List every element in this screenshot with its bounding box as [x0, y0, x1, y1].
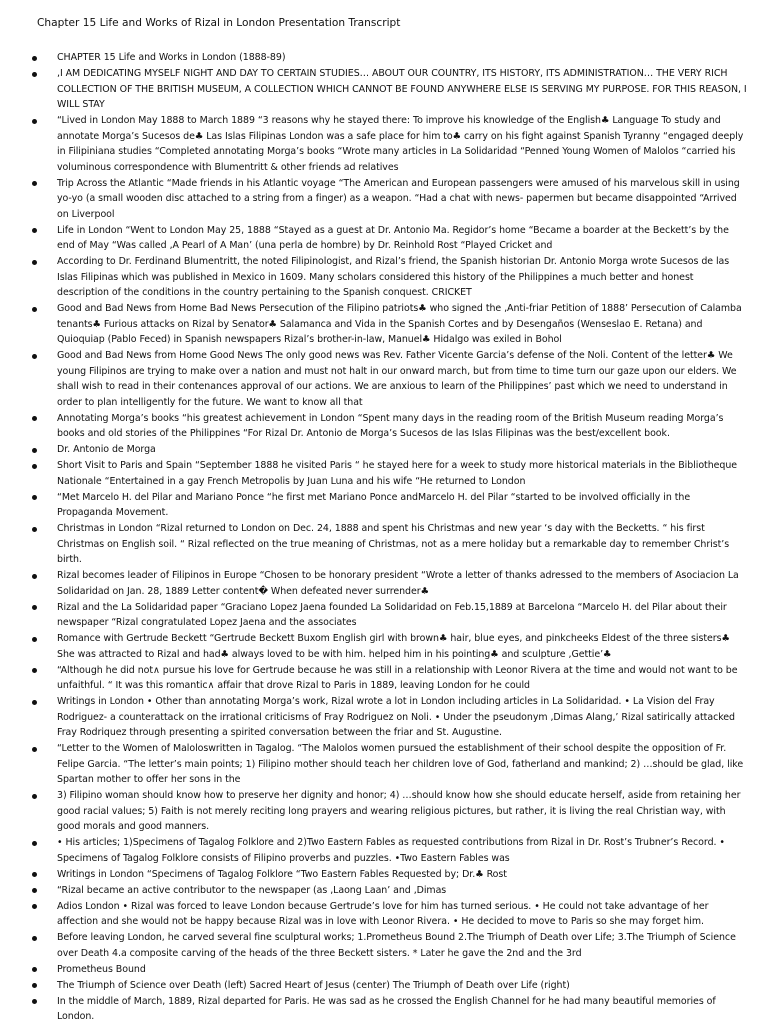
bullet-item [0, 254, 768, 301]
bullet-text: 3) Filipino woman should know how to preserve her dignity and honor; 4) …should know how she should educate herself, aside from retaining her good racial values; 5) Faith is not merely reciting long prayers and wearing religious pictures, but rather, it is living the real Christian way, with good morals and good manners. [57, 790, 741, 832]
bullet-text: Prometheus Bound [57, 963, 146, 975]
bullet-item [0, 867, 768, 883]
bullet-dot-icon [32, 841, 37, 846]
bullet-item [0, 663, 768, 694]
bullet-dot-icon [32, 999, 37, 1004]
bullet-dot-icon [32, 794, 37, 799]
bullet-item [0, 788, 768, 835]
bullet-dot-icon [32, 56, 37, 61]
bullet-item [0, 348, 768, 410]
bullet-item [0, 835, 768, 866]
bullet-text: Writings in London • Other than annotating Morga’s work, Rizal wrote a lot in London including articles in La Solidaridad. • La Vision del Fray Rodriguez- a counterattack on the irrational criticisms of Fray Rodriguez on Noli. • Under the pseudonym ,Dimas Alang,’ Rizal satirically attacked Fray Rodriquez through presenting a spirited conversation between the friar and St. Augustine. [57, 696, 735, 738]
bullet-text: Life in London “Went to London May 25, 1888 “Stayed as a guest at Dr. Antonio Ma. Regidor’s home “Became a boarder at the Beckett’s by the end of May “Was called ,A Pearl of A Man’ (una perla de hombre) by Dr. Reinhold Rost “Played Cricket and [57, 224, 729, 251]
bullet-text: In the middle of March, 1889, Rizal departed for Paris. He was sad as he crossed the English Channel for he had many beautiful memories of London. [57, 995, 716, 1022]
bullet-dot-icon [32, 354, 37, 359]
bullet-text: “Met Marcelo H. del Pilar and Mariano Ponce “he first met Mariano Ponce andMarcelo H. del Pilar “started to be involved officially in the Propaganda Movement. [57, 491, 691, 518]
bullet-item [0, 631, 768, 662]
bullet-dot-icon [32, 872, 37, 877]
bullet-text: Before leaving London, he carved several fine sculptural works; 1.Prometheus Bound 2.The Triumph of Death over Life; 3.The Triumph of Science over Death 4.a composite carving of the heads of the three Beckett sisters. * Later he gave the 2nd and the 3rd [57, 932, 736, 959]
bullet-item [0, 411, 768, 442]
bullet-item [0, 66, 768, 113]
bullet-item [0, 176, 768, 223]
bullet-item [0, 223, 768, 254]
bullet-text: Rizal becomes leader of Filipinos in Europe “Chosen to be honorary president “Wrote a letter of thanks adressed to the members of Asociacion La Solidaridad on Jan. 28, 1889 Letter content� When defeated never surrender♣ [57, 570, 739, 597]
bullet-item [0, 741, 768, 788]
bullet-text: “Rizal became an active contributor to the newspaper (as ,Laong Laan’ and ,Dimas [57, 884, 447, 896]
bullet-text: Adios London • Rizal was forced to leave London because Gertrude’s love for him has turned serious. • He could not take advantage of her affection and she would not be happy because Rizal was in love with Leonor Rivera. • He decided to move to Paris so she may forget him. [57, 900, 709, 927]
bullet-text: “Although he did not∧ pursue his love for Gertrude because he was still in a relationship with Leonor Rivera at the time and would not want to be unfaithful. “ It was this romantic∧ affair that drove Rizal to Paris in 1889, leaving London for he could [57, 664, 738, 691]
bullet-text: “Lived in London May 1888 to March 1889 “3 reasons why he stayed there: To improve his knowledge of the English♣ Language To study and annotate Morga’s Sucesos de♣ Las Islas Filipinas London was a safe place for him to♣ carry on his fight against Spanish Tyranny “engaged deeply in Filipiniana studies “Completed annotating Morga’s books “Wrote many articles in La Solidaridad “Penned Young Women of Malolos “carried his voluminous correspondence with Blumentritt & other friends ad relatives [57, 115, 744, 173]
bullet-item [0, 994, 768, 1024]
bullet-text: Short Visit to Paris and Spain “September 1888 he visited Paris “ he stayed here for a week to study more historical materials in the Bibliotheque Nationale “Entertained in a gay French Metropolis by Juan Luna and his wife “He returned to London [57, 460, 738, 487]
bullet-dot-icon [32, 904, 37, 909]
bullet-dot-icon [32, 637, 37, 642]
bullet-text: Trip Across the Atlantic “Made friends in his Atlantic voyage “The American and European passengers were amused of his marvelous skill in using yo-yo (a small wooden disc attached to a string from a finger) as a weapon. “Had a chat with news- papermen but became disappointed “Arrived on Liverpool [57, 177, 740, 220]
bullet-item [0, 50, 768, 66]
bullet-dot-icon [32, 574, 37, 579]
bullet-text: CHAPTER 15 Life and Works in London (1888-89) [57, 52, 286, 63]
bullet-dot-icon [32, 464, 37, 469]
bullet-item [0, 442, 768, 458]
bullet-list [0, 50, 768, 1024]
bullet-text: Writings in London “Specimens of Tagalog Folklore “Two Eastern Fables Requested by; Dr.♣ Rost [57, 868, 507, 880]
bullet-text: Rizal and the La Solidaridad paper “Graciano Lopez Jaena founded La Solidaridad on Feb.15,1889 at Barcelona “Marcelo H. del Pilar about their newspaper “Rizal congratulated Lopez Jaena and the associates [57, 601, 727, 628]
bullet-dot-icon [32, 527, 37, 532]
bullet-text: According to Dr. Ferdinand Blumentritt, the noted Filipinologist, and Rizal’s friend, the Spanish historian Dr. Antonio Morga wrote Sucesos de las Islas Filipinas which was published in Mexico in 1609. Many scholars considered this history of the Philippines a much better and honest description of the conditions in the country pertaining to the Spanish conquest. CRICKET [57, 256, 730, 298]
bullet-item [0, 978, 768, 994]
bullet-dot-icon [32, 495, 37, 500]
bullet-dot-icon [32, 967, 37, 972]
bullet-text: Good and Bad News from Home Bad News Persecution of the Filipino patriots♣ who signed the ,Anti-friar Petition of 1888’ Persecution of Calamba tenants♣ Furious attacks on Rizal by Senator♣ Salamanca and Vida in the Spanish Cortes and by Desengaños (Wenseslao E. Retana) and Quioquiap (Pablo Feced) in Spanish newspapers Rizal’s brother-in-law, Manuel♣ Hidalgo was exiled in Bohol [57, 303, 742, 345]
bullet-dot-icon [32, 983, 37, 988]
bullet-item [0, 883, 768, 899]
bullet-item [0, 490, 768, 521]
bullet-dot-icon [32, 260, 37, 265]
bullet-item [0, 899, 768, 930]
bullet-dot-icon [32, 307, 37, 312]
bullet-dot-icon [32, 747, 37, 752]
bullet-dot-icon [32, 668, 37, 673]
bullet-item [0, 568, 768, 599]
bullet-dot-icon [32, 416, 37, 421]
bullet-item [0, 600, 768, 631]
bullet-dot-icon [32, 72, 37, 77]
bullet-text: ,I AM DEDICATING MYSELF NIGHT AND DAY TO CERTAIN STUDIES… ABOUT OUR COUNTRY, ITS HISTORY, ITS ADMINISTRATION… THE VERY RICH COLLECTION OF THE BRITISH MUSEUM, A COLLECTION WHICH CANNOT BE FOUND ANYWHERE ELSE IS SERVING MY PURPOSE. FOR THIS REASON, I WILL STAY [57, 68, 747, 110]
document-title: Chapter 15 Life and Works of Rizal in London Presentation Transcript [37, 17, 401, 29]
bullet-dot-icon [32, 936, 37, 941]
bullet-dot-icon [32, 448, 37, 453]
bullet-item [0, 458, 768, 489]
bullet-dot-icon [32, 888, 37, 893]
bullet-item [0, 301, 768, 348]
bullet-dot-icon [32, 181, 37, 186]
bullet-item [0, 930, 768, 961]
bullet-text: Dr. Antonio de Morga [57, 444, 156, 455]
bullet-item [0, 694, 768, 741]
bullet-item [0, 962, 768, 978]
bullet-dot-icon [32, 700, 37, 705]
bullet-item [0, 521, 768, 568]
bullet-dot-icon [32, 228, 37, 233]
bullet-dot-icon [32, 119, 37, 124]
bullet-text: The Triumph of Science over Death (left) Sacred Heart of Jesus (center) The Triumph of Death over Life (right) [57, 979, 570, 991]
bullet-text: Christmas in London “Rizal returned to London on Dec. 24, 1888 and spent his Christmas and new year ‘s day with the Becketts. “ his first Christmas on English soil. “ Rizal reflected on the true meaning of Christmas, not as a mere holiday but a remarkable day to remember Christ’s birth. [57, 523, 730, 565]
bullet-text: Good and Bad News from Home Good News The only good news was Rev. Father Vicente Garcia’s defense of the Noli. Content of the letter♣ We young Filipinos are trying to make over a nation and must not halt in our onward march, but from time to time turn our gaze upon our elders. We shall wish to read in their contenances approval of our actions. We are anxious to learn of the Philippines’ past which we need to understand in order to plan intelligently for the future. We want to know all that [57, 350, 737, 408]
bullet-item [0, 113, 768, 175]
bullet-dot-icon [32, 605, 37, 610]
bullet-text: “Letter to the Women of Maloloswritten in Tagalog. “The Malolos women pursued the establishment of their school despite the opposition of Fr. Felipe Garcia. “The letter’s main points; 1) Filipino mother should teach her children love of God, fatherland and mankind; 2) …should be glad, like Spartan mother to offer her sons in the [57, 743, 744, 785]
bullet-text: • His articles; 1)Specimens of Tagalog Folklore and 2)Two Eastern Fables as requested contributions from Rizal in Dr. Rost’s Trubner’s Record. • Specimens of Tagalog Folklore consists of Filipino proverbs and puzzles. •Two Eastern Fables was [57, 837, 725, 864]
bullet-text: Annotating Morga’s books “his greatest achievement in London “Spent many days in the reading room of the British Museum reading Morga’s books and old stories of the Philippines “For Rizal Dr. Antonio de Morga’s Sucesos de las Islas Filipinas was the best/excellent book. [57, 412, 724, 439]
bullet-text: Romance with Gertrude Beckett “Gertrude Beckett Buxom English girl with brown♣ hair, blue eyes, and pinkcheeks Eldest of the three sisters♣ She was attracted to Rizal and had♣ always loved to be with him. helped him in his pointing♣ and sculpture ,Gettie’♣ [57, 633, 730, 660]
